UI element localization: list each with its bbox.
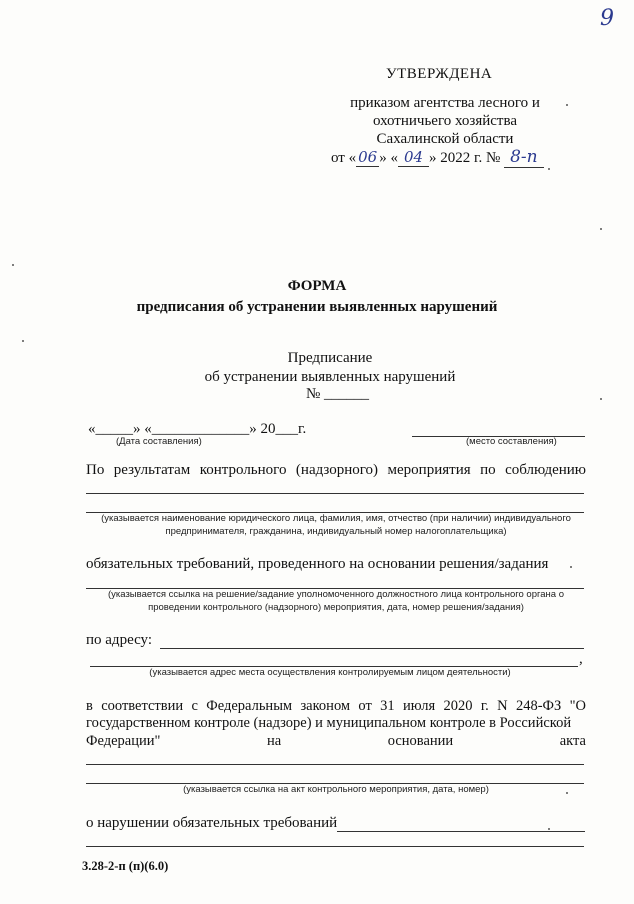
blank-line [86, 764, 584, 765]
scan-speck [570, 566, 572, 568]
date-line: «_____» «_____________» 20___г. [88, 421, 307, 437]
place-caption: (место составления) [466, 436, 557, 447]
address-label: по адресу: [86, 632, 153, 648]
prescription-subtitle: об устранении выявленных нарушений [204, 369, 456, 385]
violation-line [337, 831, 585, 832]
scan-speck [600, 228, 602, 230]
approval-day: 06 [358, 148, 378, 166]
paragraph-1-text: По результатам контрольного (надзорного) мероприятия по соблюдению [86, 462, 586, 478]
caption-4: (указывается ссылка на акт контрольного мероприятия, дата, номер) [183, 784, 489, 795]
paragraph-4: о нарушении обязательных требований [86, 815, 338, 831]
word-federation: Федерации" [86, 733, 161, 749]
word-osnovanii: основании [387, 733, 454, 749]
approval-date-mid2: » 2022 г. № [429, 150, 501, 166]
date-caption: (Дата составления) [116, 436, 202, 447]
scan-speck [548, 828, 550, 830]
word-akta: акта [559, 733, 586, 749]
blank-line [86, 846, 584, 847]
paragraph-1 [86, 462, 586, 479]
approval-date-line [331, 147, 544, 167]
paragraph-3-line-3 [86, 733, 586, 750]
approval-line2: охотничьего хозяйства [372, 113, 518, 129]
form-title: ФОРМА [287, 278, 347, 294]
address-comma: , [579, 651, 583, 667]
paragraph-3-line-1 [86, 698, 586, 715]
caption-2: (указывается ссылка на решение/задание уполномоченного должностного лица контрольного органа о проведении контрольного (надзорного) мероприятия, дата, номер решения/задания) [108, 589, 564, 613]
scan-speck [600, 398, 602, 400]
scan-speck [566, 792, 568, 794]
handwritten-page-number: 9 [600, 6, 614, 31]
approval-date-mid1: » « [379, 150, 398, 166]
word-na: на [266, 733, 282, 749]
paragraph-3-text-1: в соответствии с Федеральным законом от 31 июля 2020 г. N 248-ФЗ "О [86, 698, 586, 714]
approval-line1: приказом агентства лесного и [350, 95, 540, 111]
footer-code: 3.28-2-п (п)(6.0) [82, 859, 169, 873]
approval-month: 04 [398, 148, 429, 167]
prescription-title: Предписание [287, 350, 373, 366]
blank-line [86, 493, 584, 494]
form-subtitle: предписания об устранении выявленных нарушений [136, 299, 498, 315]
caption-3: (указывается адрес места осуществления контролируемым лицом деятельности) [149, 667, 511, 678]
caption-1: (указывается наименование юридического лица, фамилия, имя, отчество (при наличии) индивидуального предпринимателя, гражданина, индивидуальный номер налогоплательщика) [101, 513, 571, 537]
approval-line3: Сахалинской области [376, 131, 514, 147]
paragraph-3-line-2: государственном контроле (надзоре) и муниципальном контроле в Российской [86, 715, 572, 731]
scan-speck [548, 168, 550, 170]
approval-title: УТВЕРЖДЕНА [386, 66, 493, 82]
scan-speck [12, 264, 14, 266]
address-line [160, 648, 584, 649]
approval-number: 8-п [504, 147, 544, 168]
scan-speck [22, 340, 24, 342]
prescription-number: № ______ [306, 386, 370, 402]
scan-speck [566, 104, 568, 106]
approval-date-prefix: от « [331, 150, 357, 166]
paragraph-2: обязательных требований, проведенного на основании решения/задания [86, 556, 549, 572]
